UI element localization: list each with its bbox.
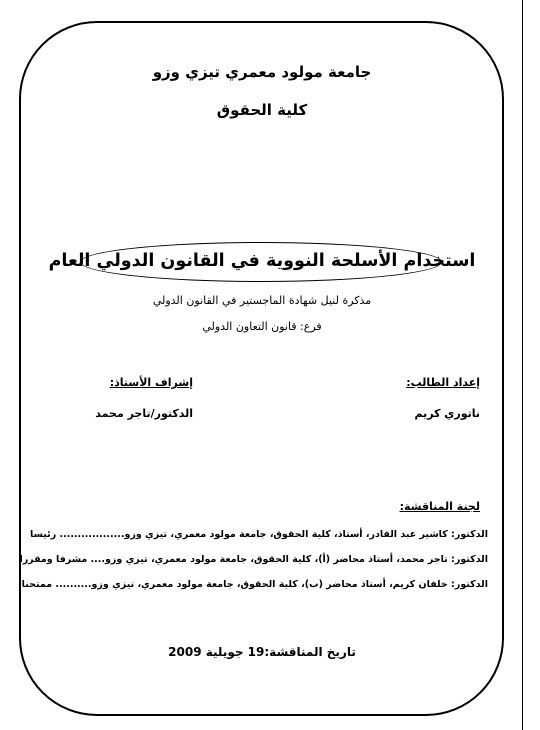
student-name: ناتوري كريم <box>414 407 480 420</box>
supervisor-name: الدكتور/تاجر محمد <box>95 407 193 420</box>
committee-member-1: الدكتور: كاشير عبد القادر، أستاذ، كلية الحقوق، جامعة مولود معمري، تيزي وزو.................. رئيسا <box>30 529 488 540</box>
page-border-frame <box>19 21 504 716</box>
committee-label: لجنة المناقشة: <box>399 500 480 513</box>
faculty-name: كلية الحقوق <box>216 101 308 119</box>
supervisor-label: إشراف الأستاذ: <box>109 376 193 389</box>
university-name: جامعة مولود معمري تيزي وزو <box>152 63 372 81</box>
thesis-branch: فرع: قانون التعاون الدولي <box>202 320 322 333</box>
page-edge-line <box>522 0 523 730</box>
thesis-title: استخدام الأسلحة النووية في القانون الدولي العام <box>48 251 476 271</box>
defense-date: تاريخ المناقشة:19 جويلية 2009 <box>168 645 356 659</box>
committee-member-2: الدكتور: تاجر محمد، أستاذ محاضر (أ)، كلية الحقوق، جامعة مولود معمري، تيزي وزو.... مشرفا ومقررا <box>19 554 488 565</box>
committee-member-3: الدكتور: خلفان كريم، أستاذ محاضر (ب)، كلية الحقوق، جامعة مولود معمري، تيزي وزو.......... ممتحنا <box>21 579 488 590</box>
student-label: إعداد الطالب: <box>406 376 480 389</box>
thesis-subtitle: مذكرة لنيل شهادة الماجستير في القانون الدولي <box>152 294 372 307</box>
